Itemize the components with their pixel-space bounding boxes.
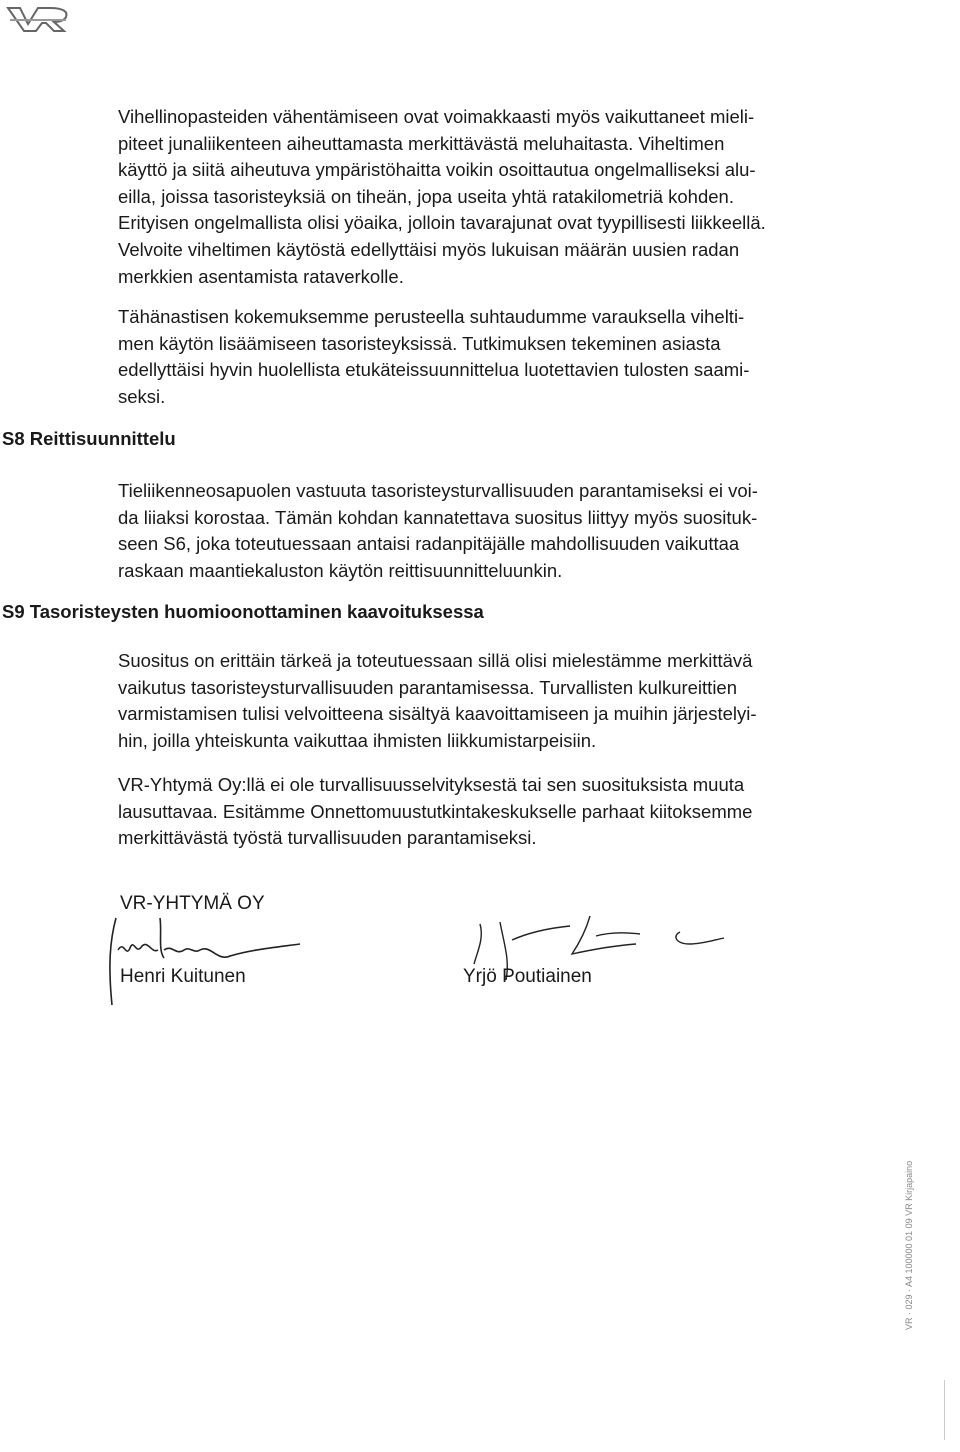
- signature-yrjo-poutiainen-icon: [440, 910, 730, 1010]
- signer-2-name: Yrjö Poutiainen: [463, 966, 592, 987]
- signer-1-name: Henri Kuitunen: [120, 966, 246, 987]
- page-edge-mark: [944, 1380, 945, 1440]
- paragraph-closing: VR-Yhtymä Oy:llä ei ole turvallisuusselvityksestä tai sen suosituksista muuta lausuttavaa. Esitämme Onnettomuustutkintakeskukselle parhaat kiitoksemme merkittävästä työstä turvallisuuden parantamiseksi.: [118, 774, 753, 849]
- signature-company: VR-YHTYMÄ OY: [120, 893, 265, 914]
- paragraph-s8-body: Tieliikenneosapuolen vastuuta tasoristeysturvallisuuden parantamiseksi ei voi- da liiaksi korostaa. Tämän kohdan kannatettava suositus liittyy myös suosituk- seen S6, joka toteutuessaan antaisi radanpitäjälle mahdollisuuden vaikuttaa raskaan maantiekaluston käytön reittisuunnitteluunkin.: [118, 480, 758, 581]
- heading-s8: S8 Reittisuunnittelu: [2, 428, 176, 449]
- paragraph-whistle-experience: Tähänastisen kokemuksemme perusteella suhtaudumme varauksella vihelti- men käytön lisäämiseen tasoristeyksissä. Tutkimuksen tekeminen asiasta edellyttäisi hyvin huolellista etukäteissuunnittelua luotettavien tulosten saami- seksi.: [118, 306, 750, 407]
- vr-logo-icon: [6, 4, 72, 34]
- signature-henri-kuitunen-icon: [100, 910, 320, 1020]
- print-code: VR · 029 · A4 100000 01 09 VR Kirjapaino: [904, 1160, 914, 1330]
- heading-s9: S9 Tasoristeysten huomioonottaminen kaavoituksessa: [2, 601, 484, 622]
- paragraph-s9-body: Suositus on erittäin tärkeä ja toteutuessaan sillä olisi mielestämme merkittävä vaikutus tasoristeysturvallisuuden parantamisessa. Turvallisten kulkureittien varmistamisen tulisi velvoitteena sisältyä kaavoittamiseen ja muihin järjestelyi- hin, joilla yhteiskunta vaikuttaa ihmisten liikkumistarpeisiin.: [118, 650, 757, 751]
- paragraph-whistle-noise: Vihellinopasteiden vähentämiseen ovat voimakkaasti myös vaikuttaneet mieli- piteet junaliikenteen aiheuttamasta merkittävästä meluhaitasta. Viheltimen käyttö ja siitä aiheutuva ympäristöhaitta voikin osoittautua ongelmalliseksi alu- eilla, joissa tasoristeyksiä on tiheän, jopa useita yhtä ratakilometriä kohden. Erityisen ongelmallista olisi yöaika, jolloin tavarajunat ovat tyypillisesti liikkeellä. Velvoite viheltimen käytöstä edellyttäisi myös lukuisan määrän uusien radan merkkien asentamista rataverkolle.: [118, 106, 766, 287]
